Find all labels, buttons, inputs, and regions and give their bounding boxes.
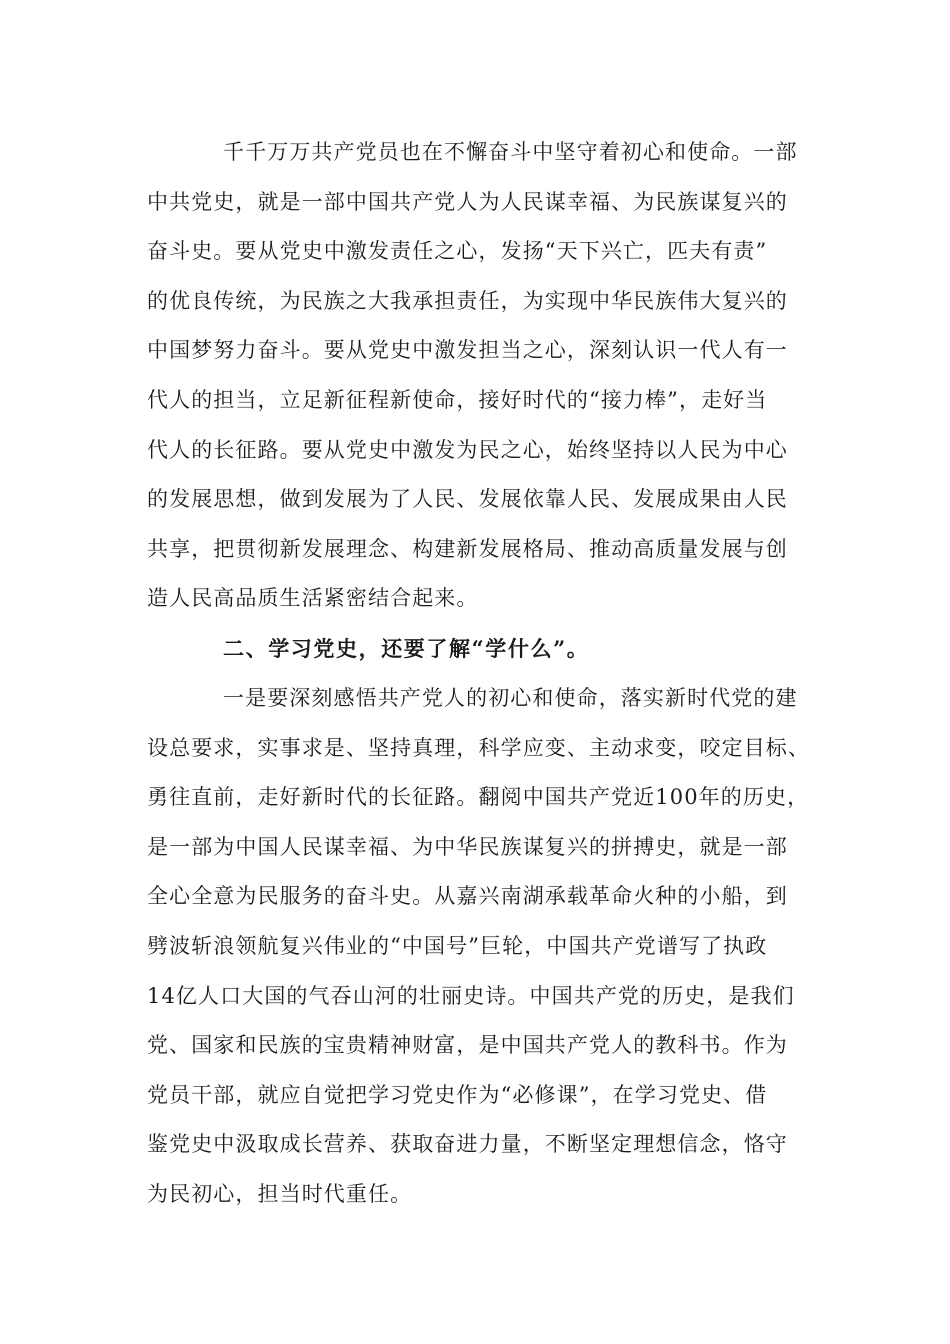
paragraph-2 [147, 674, 810, 1220]
paragraph-line: 党、国家和民族的宝贵精神财富，是中国共产党人的教科书。作为 [147, 1033, 788, 1058]
paragraph-line: 14亿人口大国的气吞山河的壮丽史诗。中国共产党的历史，是我们 [147, 983, 795, 1008]
section-heading [147, 624, 807, 674]
paragraph-line: 造人民高品质生活紧密结合起来。 [147, 586, 479, 611]
paragraph-line: 的发展思想，做到发展为了人民、发展依靠人民、发展成果由人民 [147, 487, 788, 512]
paragraph-line: 劈波斩浪领航复兴伟业的“中国号”巨轮，中国共产党谱写了执政 [147, 933, 768, 958]
paragraph-line: 千千万万共产党员也在不懈奋斗中坚守着初心和使命。一部 [223, 140, 798, 164]
paragraph-line: 一是要深刻感悟共产党人的初心和使命，落实新时代党的建 [223, 686, 798, 710]
paragraph-line: 代人的长征路。要从党史中激发为民之心，始终坚持以人民为中心 [147, 437, 788, 462]
paragraph-line: 全心全意为民服务的奋斗史。从嘉兴南湖承载革命火种的小船，到 [147, 884, 788, 909]
paragraph-1 [147, 128, 807, 624]
section-heading-text: 二、学习党史，还要了解“学什么”。 [223, 636, 590, 661]
paragraph-line: 设总要求，实事求是、坚持真理，科学应变、主动求变，咬定目标、 [147, 735, 810, 760]
paragraph-line: 共享，把贯彻新发展理念、构建新发展格局、推动高质量发展与创 [147, 536, 788, 561]
paragraph-line: 代人的担当，立足新征程新使命，接好时代的“接力棒”，走好当 [147, 387, 768, 412]
paragraph-line: 党员干部，就应自觉把学习党史作为“必修课”，在学习党史、借 [147, 1082, 768, 1107]
paragraph-line: 勇往直前，走好新时代的长征路。翻阅中国共产党近100年的历史， [147, 785, 810, 810]
paragraph-line: 中国梦努力奋斗。要从党史中激发担当之心，深刻认识一代人有一 [147, 338, 788, 363]
paragraph-line: 奋斗史。要从党史中激发责任之心，发扬“天下兴亡，匹夫有责” [147, 239, 768, 264]
paragraph-line: 为民初心，担当时代重任。 [147, 1181, 413, 1206]
paragraph-line: 是一部为中国人民谋幸福、为中华民族谋复兴的拼搏史，就是一部 [147, 834, 788, 859]
paragraph-line: 鉴党史中汲取成长营养、获取奋进力量，不断坚定理想信念，恪守 [147, 1132, 788, 1157]
paragraph-line: 中共党史，就是一部中国共产党人为人民谋幸福、为民族谋复兴的 [147, 189, 788, 214]
paragraph-line: 的优良传统，为民族之大我承担责任，为实现中华民族伟大复兴的 [147, 288, 788, 313]
